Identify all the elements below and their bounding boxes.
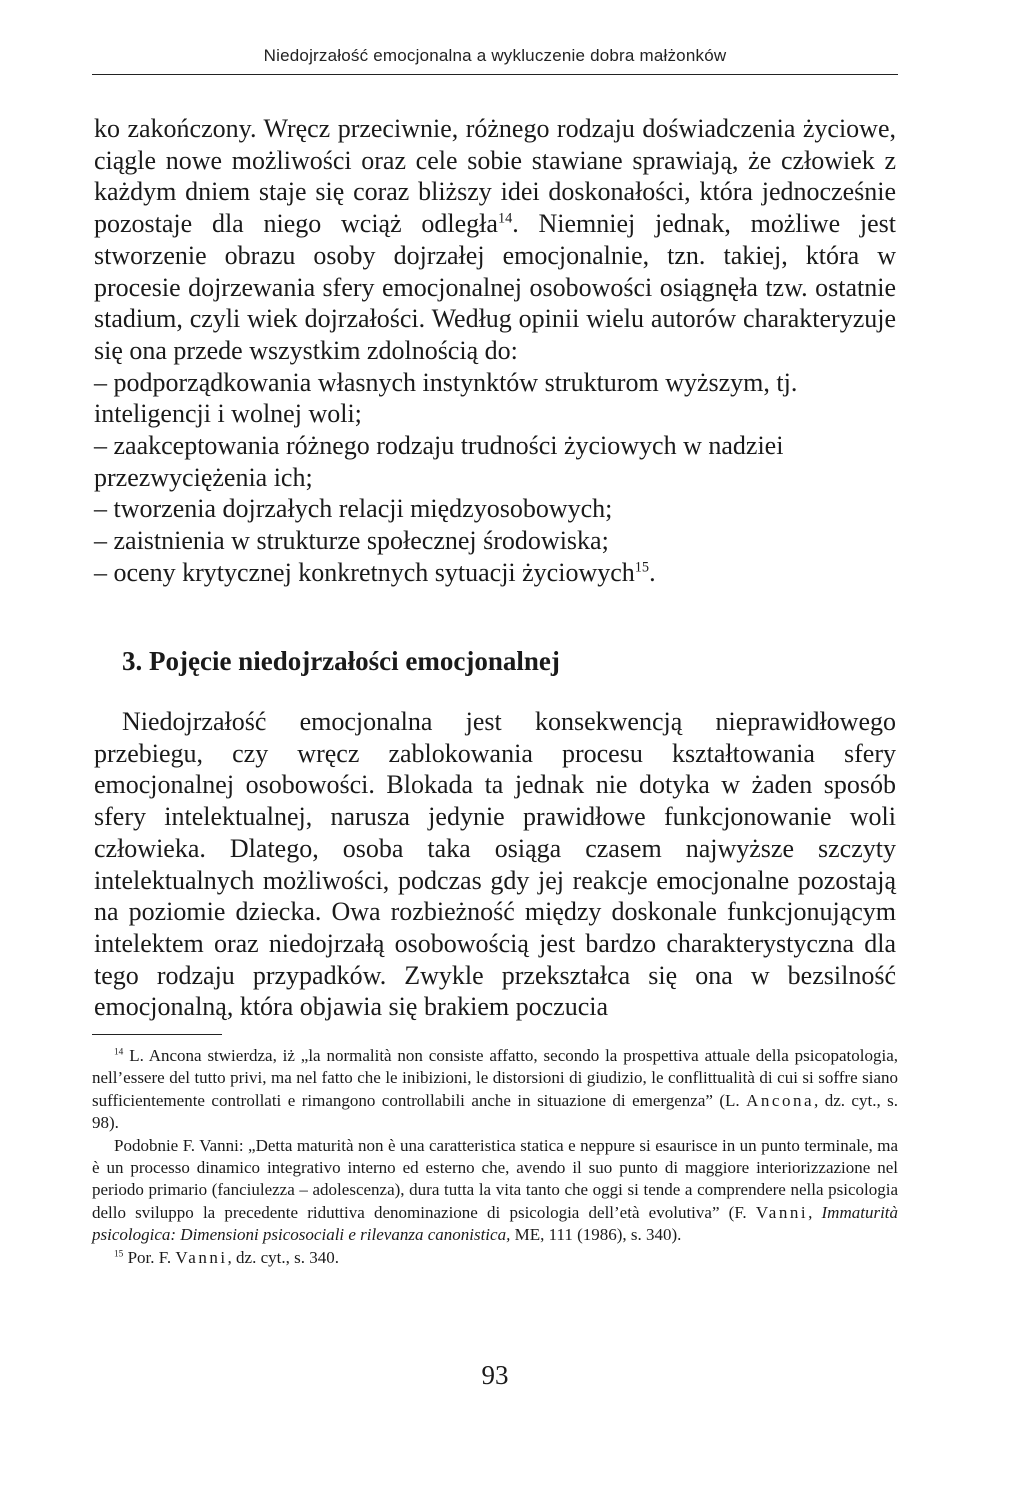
list-item: – zaakceptowania różnego rodzaju trudności życiowych w nadziei przezwyciężenia ich; [94,431,784,492]
header-rule [92,74,898,75]
footnote-14-p2-text-a: Podobnie F. Vanni: „Detta maturità non è una caratteristica statica e neppure si esaurisce in un punto terminale, ma è un processo dinamico integrativo interno ed esterno che, avendo il suo punto di maggiore interiorizzazione nel periodo primario (fanciulezza – adolescenza), dura tutta la vita tanto che oggi si tende a comprendere nella psicologia dello sviluppo la precedente riduttiva denominazione di psicologia dell’età evolutiva” (F. [92,1135,898,1222]
list-end: . [649,557,656,587]
intro-paragraph [94,113,896,367]
list-item: – tworzenia dojrzałych relacji międzyosobowych; [94,494,613,524]
intro-text-b: . Niemniej jednak, możliwe jest stworzenie obrazu osoby dojrzałej emocjonalnie, tzn. takiej, która w procesie dojrzewania sfery emocjonalnej osobowości osiągnęła tzw. ostatnie stadium, czyli wiek dojrzałości. Według opinii wielu autorów charakteryzuje się ona przede wszystkim zdolnością do: [94,209,896,365]
footnote-14-continuation [92,1135,898,1247]
footnote-14-text-b: , dz. cyt., s. 98). [92,1090,898,1133]
footnote-14-text-a: L. Ancona stwierdza, iż „la normalità non consiste affatto, secondo la prospettiva attuale della psicopatologia, nell’essere del tutto privi, ma nel fatto che le inibizioni, le distorsioni di giudizio, le conflittualità di cui si soffre siano sufficientemente controllati e rimangono controllabili anche in situazione di emergenza” (L. [92,1046,898,1110]
list-item-text: – oceny krytycznej konkretnych sytuacji życiowych [94,557,635,587]
footnote-number-14: 14 [114,1047,124,1058]
intro-text-a: ko zakończony. Wręcz przeciwnie, różnego rodzaju doświadczenia życiowe, ciągle nowe możliwości oraz cele sobie stawiane sprawiają, że człowiek z każdym dniem staje się coraz bliższy idei doskonałości, która jednocześnie pozostaje dla niego wciąż odległa [94,114,896,239]
footnote-14-p2-text-b: ME, 111 (1986), s. 340). [510,1225,682,1245]
footnote-ref-14: 14 [497,210,513,227]
list-item: – podporządkowania własnych instynktów strukturom wyższym, tj. inteligencji i wolnej woli; [94,367,798,429]
footnote-15-text-a: Por. F. [123,1247,176,1267]
footnote-15 [92,1247,898,1269]
footnote-14-p2-author: Vanni [755,1202,809,1222]
main-text-bottom [94,706,896,1023]
footnote-14-p2-sep: , [808,1202,822,1222]
footnotes [92,1045,898,1269]
footnote-number-15: 15 [114,1249,124,1259]
running-head: Niedojrzałość emocjonalna a wykluczenie dobra małżonków [263,46,727,65]
footnote-14 [92,1045,898,1135]
footnote-14-p2-title: Immaturità psicologica: Dimensioni psicosociali e rilevanza canonistica, [92,1202,899,1245]
footnote-15-author: Vanni [175,1247,228,1267]
list-item [94,557,896,589]
footnote-rule [92,1034,222,1035]
main-text-top [94,113,896,589]
footnote-14-author: Ancona [746,1090,814,1110]
page-number: 93 [481,1360,509,1390]
section-title: 3. Pojęcie niedojrzałości emocjonalnej [122,646,560,676]
body-paragraph: Niedojrzałość emocjonalna jest konsekwencją nieprawidłowego przebiegu, czy wręcz zablokowania procesu kształtowania sfery emocjonalnej osobowości. Blokada ta jednak nie dotyka w żaden sposób sfery intelektualnej, narusza jedynie prawidłowe funkcjonowanie woli człowieka. Dlatego, osoba taka osiąga czasem najwyższe szczyty intelektualnych możliwości, podczas gdy jej reakcje emocjonalne pozostają na poziomie dziecka. Owa rozbieżność między doskonale funkcjonującym intelektem oraz niedojrzałą osobowością jest bardzo charakterystyczna dla tego rodzaju przypadków. Zwykle przekształca się ona w bezsilność emocjonalną, która objawia się brakiem poczucia [94,707,896,1022]
footnote-ref-15: 15 [634,559,650,576]
footnote-15-text-b: , dz. cyt., s. 340. [227,1247,339,1267]
list-item: – zaistnienia w strukturze społecznej środowiska; [94,526,609,556]
